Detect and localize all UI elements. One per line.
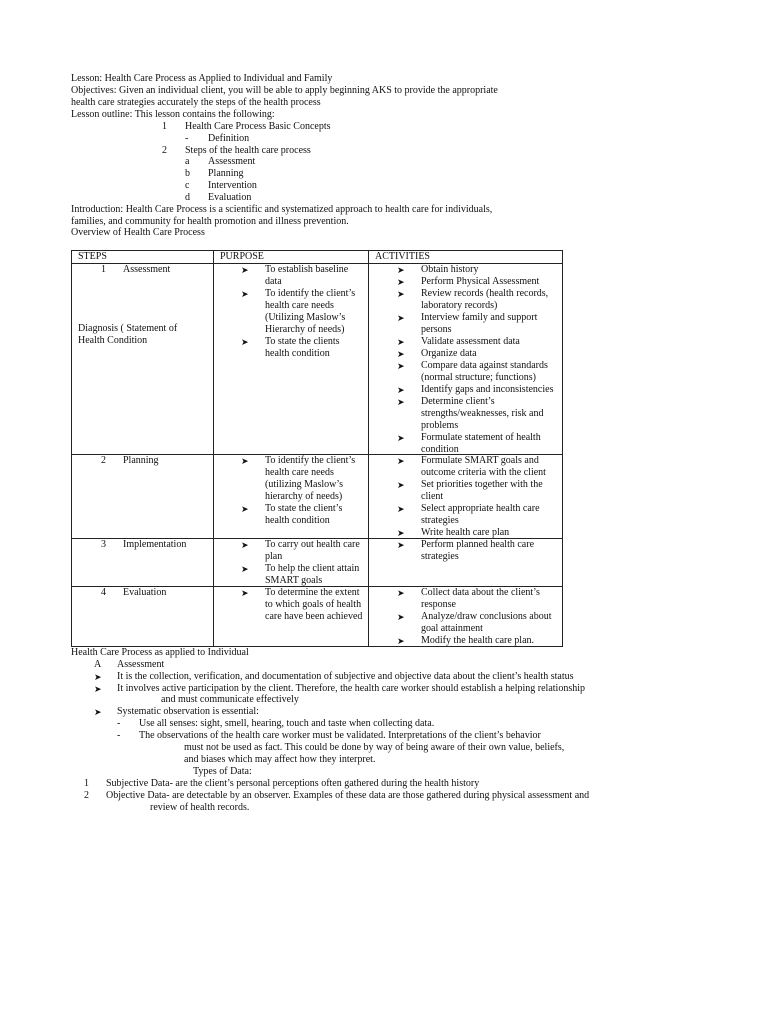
arrow-bullet-icon: ➤	[397, 397, 405, 407]
step-number: 1	[101, 264, 106, 275]
arrow-bullet-icon: ➤	[241, 588, 249, 598]
arrow-bullet-icon: ➤	[397, 504, 405, 514]
purpose-item: ➤ To help the client attain SMART goals	[241, 563, 360, 586]
overview-table	[71, 250, 563, 647]
activity-item: ➤ Compare data against standards (normal structure; functions)	[397, 360, 548, 383]
purpose-item: ➤ To state the client’s health condition	[241, 503, 343, 526]
purpose-item: ➤ To establish baseline data	[241, 264, 349, 287]
outline-sub-text: Evaluation	[208, 192, 252, 203]
lesson-outline-heading: Lesson outline: This lesson contains the following:	[71, 109, 275, 120]
purpose-item: ➤ To determine the extent to which goals of health care have been achieved	[241, 587, 363, 622]
dash-mark: -	[117, 718, 121, 729]
arrow-bullet-icon: ➤	[241, 289, 249, 299]
arrow-bullet-icon: ➤	[241, 564, 249, 574]
objective-data-text-line-1: Objective Data- are detectable by an observer. Examples of these data are those gathered during physical assessment and	[106, 790, 590, 801]
types-of-data-heading: Types of Data:	[193, 766, 252, 777]
activity-item: ➤ Formulate statement of health condition	[397, 432, 541, 455]
arrow-bullet-icon: ➤	[397, 588, 405, 598]
step-number: 3	[101, 539, 106, 550]
purpose-list	[241, 587, 365, 623]
diagnosis-step-line-2: Health Condition	[78, 335, 148, 346]
activity-item: ➤ Formulate SMART goals and outcome criteria with the client	[397, 455, 546, 478]
arrow-bullet-icon: ➤	[94, 672, 102, 682]
data-type-number: 2	[84, 790, 89, 801]
arrow-bullet-icon: ➤	[241, 337, 249, 347]
assessment-bullet-2-line-1: It involves active participation by the client. Therefore, the health care worker should establish a helping relationship	[117, 683, 585, 694]
arrow-bullet-icon: ➤	[397, 289, 405, 299]
outline-sub-mark: b	[185, 168, 190, 179]
activity-item: ➤ Identify gaps and inconsistencies	[397, 384, 554, 395]
activity-item: ➤ Collect data about the client’s response	[397, 587, 540, 610]
introduction-line-1: Introduction: Health Care Process is a scientific and systematized approach to health care for individuals,	[71, 204, 493, 215]
activity-item: ➤ Interview family and support persons	[397, 312, 538, 335]
step-number: 4	[101, 587, 106, 598]
arrow-bullet-icon: ➤	[397, 636, 405, 646]
arrow-bullet-icon: ➤	[397, 349, 405, 359]
observation-dash-1: Use all senses: sight, smell, hearing, touch and taste when collecting data.	[139, 718, 435, 729]
assessment-bullet-2-line-2: and must communicate effectively	[161, 694, 299, 705]
objectives-line-1: Objectives: Given an individual client, you will be able to apply beginning AKS to provide the appropriate	[71, 85, 498, 96]
purpose-item: ➤ To identify the client’s health care needs (utilizing Maslow’s hierarchy of needs)	[241, 455, 356, 502]
header-steps: STEPS	[78, 251, 107, 262]
activity-item: ➤ Obtain history	[397, 264, 479, 275]
dash-mark: -	[117, 730, 121, 741]
arrow-bullet-icon: ➤	[94, 684, 102, 694]
data-type-number: 1	[84, 778, 89, 789]
overview-heading: Overview of Health Care Process	[71, 227, 205, 238]
assessment-bullet-3: Systematic observation is essential:	[117, 706, 259, 717]
header-activities: ACTIVITIES	[375, 251, 430, 262]
outline-sub-text: Assessment	[208, 156, 256, 167]
arrow-bullet-icon: ➤	[397, 277, 405, 287]
outline-sub-mark: d	[185, 192, 190, 203]
purpose-list	[241, 539, 365, 587]
activity-item: ➤ Write health care plan	[397, 527, 510, 538]
arrow-bullet-icon: ➤	[397, 313, 405, 323]
arrow-bullet-icon: ➤	[241, 540, 249, 550]
arrow-bullet-icon: ➤	[241, 504, 249, 514]
purpose-item: ➤ To state the clients health condition	[241, 336, 340, 359]
objective-data-text-line-2: review of health records.	[150, 802, 250, 813]
step-name: Assessment	[123, 264, 171, 275]
arrow-bullet-icon: ➤	[397, 385, 405, 395]
activity-item: ➤ Modify the health care plan.	[397, 635, 535, 646]
objectives-line-2: health care strategies accurately the steps of the health process	[71, 97, 321, 108]
arrow-bullet-icon: ➤	[397, 528, 405, 538]
purpose-item: ➤ To identify the client’s health care needs (Utilizing Maslow’s Hierarchy of needs)	[241, 288, 356, 335]
arrow-bullet-icon: ➤	[397, 337, 405, 347]
activity-item: ➤ Determine client’s strengths/weaknesses, risk and problems	[397, 396, 544, 431]
activity-item: ➤ Select appropriate health care strategies	[397, 503, 540, 526]
outline-item-number: 1	[162, 121, 167, 132]
outline-sub-mark: a	[185, 156, 190, 167]
arrow-bullet-icon: ➤	[397, 612, 405, 622]
header-purpose: PURPOSE	[220, 251, 264, 262]
outline-sub-text: Planning	[208, 168, 244, 179]
outline-item-text: Steps of the health care process	[185, 145, 311, 156]
observation-dash-2-line-3: and biases which may affect how they interpret.	[184, 754, 376, 765]
activity-item: ➤ Perform planned health care strategies	[397, 539, 535, 562]
subsection-title: Assessment	[117, 659, 165, 670]
arrow-bullet-icon: ➤	[397, 361, 405, 371]
observation-dash-2-line-1: The observations of the health care worker must be validated. Interpretations of the client’s behavior	[139, 730, 541, 741]
arrow-bullet-icon: ➤	[397, 265, 405, 275]
activities-list	[397, 539, 562, 563]
assessment-bullet-1: It is the collection, verification, and documentation of subjective and objective data about the client’s health status	[117, 671, 574, 682]
arrow-bullet-icon: ➤	[397, 540, 405, 550]
activity-item: ➤ Organize data	[397, 348, 477, 359]
purpose-item: ➤ To carry out health care plan	[241, 539, 360, 562]
arrow-bullet-icon: ➤	[397, 456, 405, 466]
step-name: Implementation	[123, 539, 187, 550]
activities-list	[397, 587, 562, 647]
activity-item: ➤ Validate assessment data	[397, 336, 520, 347]
arrow-bullet-icon: ➤	[397, 433, 405, 443]
step-name: Evaluation	[123, 587, 167, 598]
diagnosis-step-line-1: Diagnosis ( Statement of	[78, 323, 178, 334]
activity-item: ➤ Analyze/draw conclusions about goal attainment	[397, 611, 552, 634]
outline-item-text: Health Care Process Basic Concepts	[185, 121, 331, 132]
subsection-letter: A	[94, 659, 102, 670]
outline-item-number: 2	[162, 145, 167, 156]
individual-section-heading: Health Care Process as applied to Individual	[71, 647, 249, 658]
purpose-list	[241, 455, 365, 527]
step-name: Planning	[123, 455, 159, 466]
outline-sub-text: Definition	[208, 133, 250, 144]
arrow-bullet-icon: ➤	[397, 480, 405, 490]
activity-item: ➤ Review records (health records, laboratory records)	[397, 288, 549, 311]
outline-sub-mark: c	[185, 180, 190, 191]
outline-sub-text: Intervention	[208, 180, 257, 191]
subjective-data-text: Subjective Data- are the client’s personal perceptions often gathered during the health history	[106, 778, 480, 789]
lesson-title: Lesson: Health Care Process as Applied to Individual and Family	[71, 73, 333, 84]
activity-item: ➤ Perform Physical Assessment	[397, 276, 540, 287]
arrow-bullet-icon: ➤	[241, 456, 249, 466]
activities-list	[397, 264, 562, 456]
observation-dash-2-line-2: must not be used as fact. This could be done by way of being aware of their own value, beliefs,	[184, 742, 565, 753]
activity-item: ➤ Set priorities together with the client	[397, 479, 543, 502]
outline-sub-mark: -	[185, 133, 189, 144]
step-number: 2	[101, 455, 106, 466]
purpose-list	[241, 264, 365, 360]
activities-list	[397, 455, 562, 539]
arrow-bullet-icon: ➤	[241, 265, 249, 275]
introduction-line-2: families, and community for health promotion and illness prevention.	[71, 216, 349, 227]
arrow-bullet-icon: ➤	[94, 707, 102, 717]
